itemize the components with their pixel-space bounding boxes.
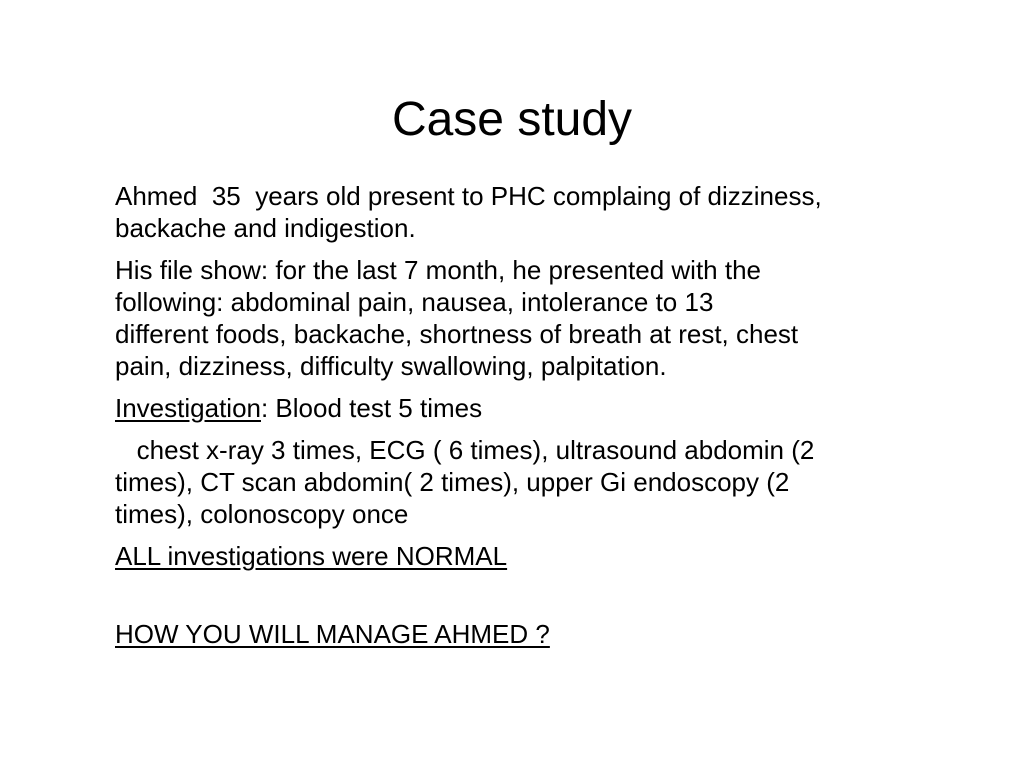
investigation-paragraph [115,392,955,424]
patient-intro-line-2: backache and indigestion. [115,213,416,243]
results-paragraph [115,540,955,572]
management-question-text: HOW YOU WILL MANAGE AHMED ? [115,619,550,649]
file-history-line-1: His file show: for the last 7 month, he presented with the [115,255,762,285]
investigation-details-line-3: times), colonoscopy once [115,499,409,529]
investigation-blood-test: : Blood test 5 times [260,393,483,423]
patient-intro-line-1: Ahmed 35 years old present to PHC complaing of dizziness, [115,181,822,211]
investigation-details-line-1: chest x-ray 3 times, ECG ( 6 times), ultrasound abdomin (2 [115,435,815,465]
file-history-paragraph [115,254,955,382]
slide-title: Case study [391,93,633,146]
investigation-label: Investigation [115,393,261,423]
patient-intro-paragraph [115,180,955,244]
file-history-line-4: pain, dizziness, difficulty swallowing, palpitation. [115,351,667,381]
results-normal-text: ALL investigations were NORMAL [115,541,508,571]
slide-body [115,180,955,660]
file-history-line-3: different foods, backache, shortness of breath at rest, chest [115,319,799,349]
file-history-line-2: following: abdominal pain, nausea, intolerance to 13 [115,287,714,317]
question-paragraph [115,618,955,650]
investigation-details-line-2: times), CT scan abdomin( 2 times), upper Gi endoscopy (2 [115,467,790,497]
investigation-details-paragraph [115,434,955,530]
spacer [115,582,955,618]
